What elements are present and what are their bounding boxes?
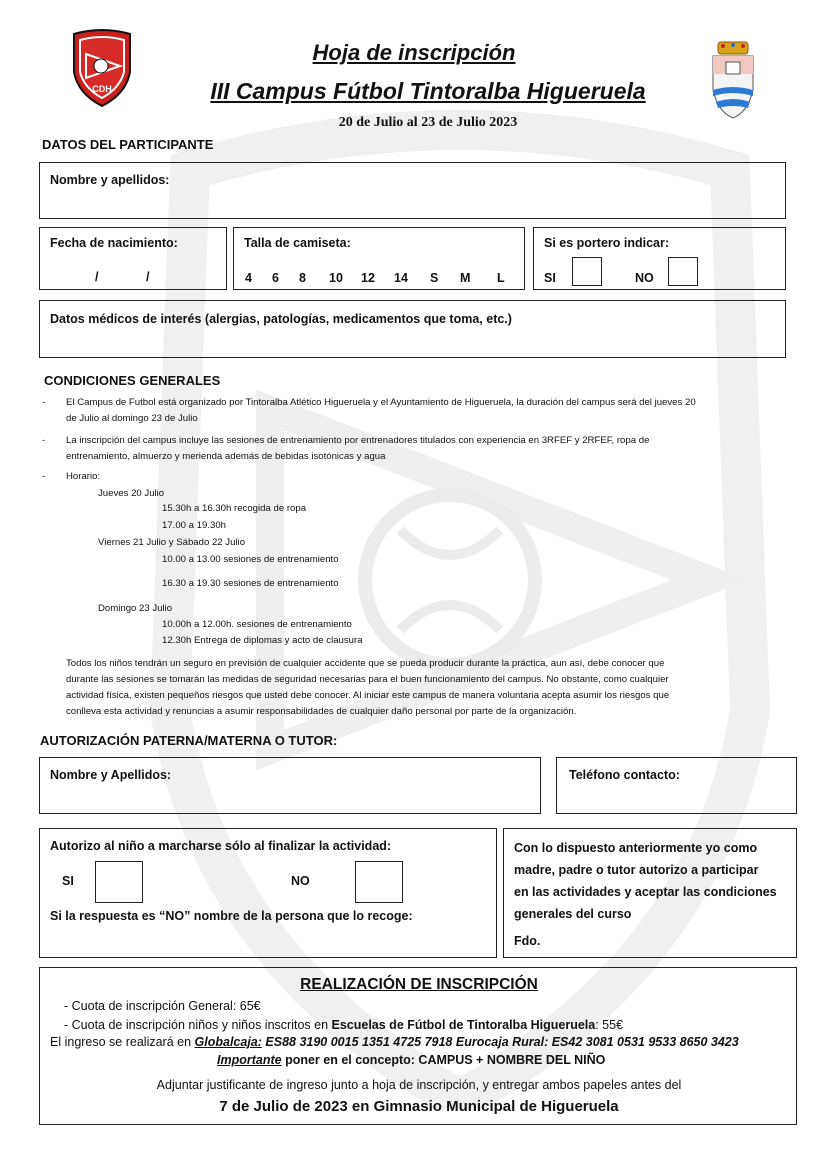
pickup-person-label: Si la respuesta es “NO” nombre de la persona que lo recoge: bbox=[50, 909, 413, 923]
registration-box bbox=[39, 967, 797, 1125]
consent-line: en las actividades y aceptar las condiciones bbox=[514, 885, 777, 899]
attach-instructions: Adjuntar justificante de ingreso junto a hoja de inscripción, y entregar ambos papeles antes del bbox=[156, 1078, 682, 1092]
consent-text bbox=[514, 837, 794, 925]
fee-schools-amount: : 55€ bbox=[595, 1018, 624, 1032]
bank1-name: Globalcaja: bbox=[194, 1035, 262, 1049]
shirt-size-option[interactable]: 14 bbox=[394, 271, 408, 285]
schedule-item: 15.30h a 16.30h recogida de ropa bbox=[162, 503, 307, 514]
shirt-size-option[interactable]: 6 bbox=[272, 271, 279, 285]
bullet-dash: - bbox=[42, 397, 46, 408]
conditions-title: CONDICIONES GENERALES bbox=[44, 373, 221, 388]
birthdate-label: Fecha de nacimiento: bbox=[50, 236, 178, 250]
schedule-day: Jueves 20 Julio bbox=[98, 488, 165, 499]
club-logo-text: CDH bbox=[92, 84, 112, 94]
fee-general: - Cuota de inscripción General: 65€ bbox=[64, 999, 261, 1013]
birthdate-field[interactable] bbox=[39, 227, 227, 290]
campus-title: III Campus Fútbol Tintoralba Higueruela bbox=[210, 78, 646, 104]
important-note bbox=[217, 1053, 605, 1067]
leave-authorization-label: Autorizo al niño a marcharse sólo al finalizar la actividad: bbox=[50, 839, 392, 853]
important-word: Importante bbox=[217, 1053, 282, 1067]
schedule-day: Domingo 23 Julio bbox=[98, 603, 173, 614]
authorization-title: AUTORIZACIÓN PATERNA/MATERNA O TUTOR: bbox=[40, 733, 338, 748]
goalkeeper-no-label: NO bbox=[635, 271, 654, 285]
bullet-dash: - bbox=[42, 471, 46, 482]
goalkeeper-label: Si es portero indicar: bbox=[544, 236, 670, 250]
shirt-size-label: Talla de camiseta: bbox=[244, 236, 351, 250]
bank2-name: Eurocaja Rural: bbox=[455, 1035, 549, 1049]
page-title: Hoja de inscripción bbox=[312, 40, 516, 65]
fee-schools-name: Escuelas de Fútbol de Tintoralba Higueruela bbox=[331, 1018, 596, 1032]
shirt-size-option[interactable]: S bbox=[430, 271, 439, 285]
participant-section-title: DATOS DEL PARTICIPANTE bbox=[42, 137, 214, 152]
important-text: poner en el concepto: CAMPUS + NOMBRE DEL NIÑO bbox=[281, 1053, 606, 1067]
insurance-line: conlleva esta actividad y renuncias a asumir responsabilidades de cualquier daño personal por parte de la organización. bbox=[66, 706, 577, 717]
guardian-phone-field[interactable] bbox=[556, 757, 797, 814]
bank2-iban: ES42 3081 0531 9533 8650 3423 bbox=[548, 1035, 739, 1049]
goalkeeper-yes-label: SI bbox=[544, 271, 556, 285]
guardian-phone-label: Teléfono contacto: bbox=[569, 768, 680, 782]
conditions-line: de Julio al domingo 23 de Julio bbox=[66, 413, 198, 424]
insurance-paragraph bbox=[66, 656, 816, 720]
birthdate-slash: / bbox=[95, 270, 99, 284]
leave-yes-label: SI bbox=[62, 874, 74, 888]
consent-line: generales del curso bbox=[514, 907, 632, 921]
insurance-line: Todos los niños tendrán un seguro en previsión de cualquier accidente que se pueda producir durante la práctica, aun así, debe conocer que bbox=[66, 658, 665, 669]
goalkeeper-no-checkbox[interactable] bbox=[668, 257, 698, 286]
guardian-name-label: Nombre y Apellidos: bbox=[50, 768, 172, 782]
schedule-item: 17.00 a 19.30h bbox=[162, 520, 227, 531]
birthdate-slash: / bbox=[146, 270, 150, 284]
consent-box[interactable] bbox=[503, 828, 797, 958]
conditions-bullet-1 bbox=[66, 395, 816, 427]
leave-authorization-box bbox=[39, 828, 497, 958]
leave-yes-checkbox[interactable] bbox=[95, 861, 143, 903]
schedule-item: 12.30h Entrega de diplomas y acto de clausura bbox=[162, 635, 363, 646]
medical-data-label: Datos médicos de interés (alergias, patologías, medicamentos que toma, etc.) bbox=[50, 312, 512, 326]
consent-line: madre, padre o tutor autorizo a participar bbox=[514, 863, 759, 877]
fee-schools bbox=[64, 1018, 623, 1032]
guardian-name-field[interactable] bbox=[39, 757, 541, 814]
leave-no-checkbox[interactable] bbox=[355, 861, 403, 903]
shirt-size-option[interactable]: 12 bbox=[361, 271, 375, 285]
signature-label: Fdo. bbox=[514, 934, 541, 948]
conditions-line: El Campus de Futbol está organizado por Tintoralba Atlético Higueruela y el Ayuntamiento de Higueruela, la duración del campus será del jueves 20 bbox=[66, 397, 696, 408]
participant-name-label: Nombre y apellidos: bbox=[50, 173, 170, 187]
schedule-item: 10.00h a 12.00h. sesiones de entrenamiento bbox=[162, 619, 352, 630]
shirt-size-option[interactable]: 4 bbox=[245, 271, 252, 285]
schedule-label: Horario: bbox=[66, 471, 101, 482]
shirt-size-option[interactable]: M bbox=[460, 271, 471, 285]
shirt-size-option[interactable]: 10 bbox=[329, 271, 343, 285]
goalkeeper-field bbox=[533, 227, 786, 290]
fee-schools-prefix: - Cuota de inscripción niños y niños inscritos en bbox=[64, 1018, 332, 1032]
deadline: 7 de Julio de 2023 en Gimnasio Municipal de Higueruela bbox=[219, 1098, 619, 1115]
schedule-item: 10.00 a 13.00 sesiones de entrenamiento bbox=[162, 554, 339, 565]
goalkeeper-yes-checkbox[interactable] bbox=[572, 257, 602, 286]
medical-data-field[interactable] bbox=[39, 300, 786, 358]
participant-name-field[interactable] bbox=[39, 162, 786, 219]
conditions-bullet-2 bbox=[66, 433, 816, 465]
conditions-line: La inscripción del campus incluye las sesiones de entrenamiento por entrenadores titulados con experiencia en 3RFEF y 2RFEF, ropa de bbox=[66, 435, 650, 446]
consent-line: Con lo dispuesto anteriormente yo como bbox=[514, 841, 758, 855]
payment-prefix: El ingreso se realizará en bbox=[50, 1035, 195, 1049]
schedule-day: Viernes 21 Julio y Sábado 22 Julio bbox=[98, 537, 246, 548]
registration-title: REALIZACIÓN DE INSCRIPCIÓN bbox=[300, 976, 538, 993]
shirt-size-option[interactable]: 8 bbox=[299, 271, 306, 285]
bullet-dash: - bbox=[42, 435, 46, 446]
leave-no-label: NO bbox=[291, 874, 310, 888]
conditions-line: entrenamiento, almuerzo y merienda además de bebidas isotónicas y agua bbox=[66, 451, 386, 462]
schedule-item: 16.30 a 19.30 sesiones de entrenamiento bbox=[162, 578, 339, 589]
bank1-iban: ES88 3190 0015 1351 4725 7918 bbox=[261, 1035, 456, 1049]
shirt-size-field bbox=[233, 227, 525, 290]
insurance-line: actividad física, existen pequeños riesgos que usted debe conocer. Al iniciar este campus de manera voluntaria acepta asumir los riesgos que bbox=[66, 690, 670, 701]
shirt-size-option[interactable]: L bbox=[497, 271, 505, 285]
insurance-line: durante las sesiones se tomarán las medidas de seguridad necesarias para el buen funcionamiento del campus. No obstante, como cualquier bbox=[66, 674, 669, 685]
campus-dates: 20 de Julio al 23 de Julio 2023 bbox=[338, 115, 518, 130]
payment-info bbox=[50, 1035, 739, 1049]
